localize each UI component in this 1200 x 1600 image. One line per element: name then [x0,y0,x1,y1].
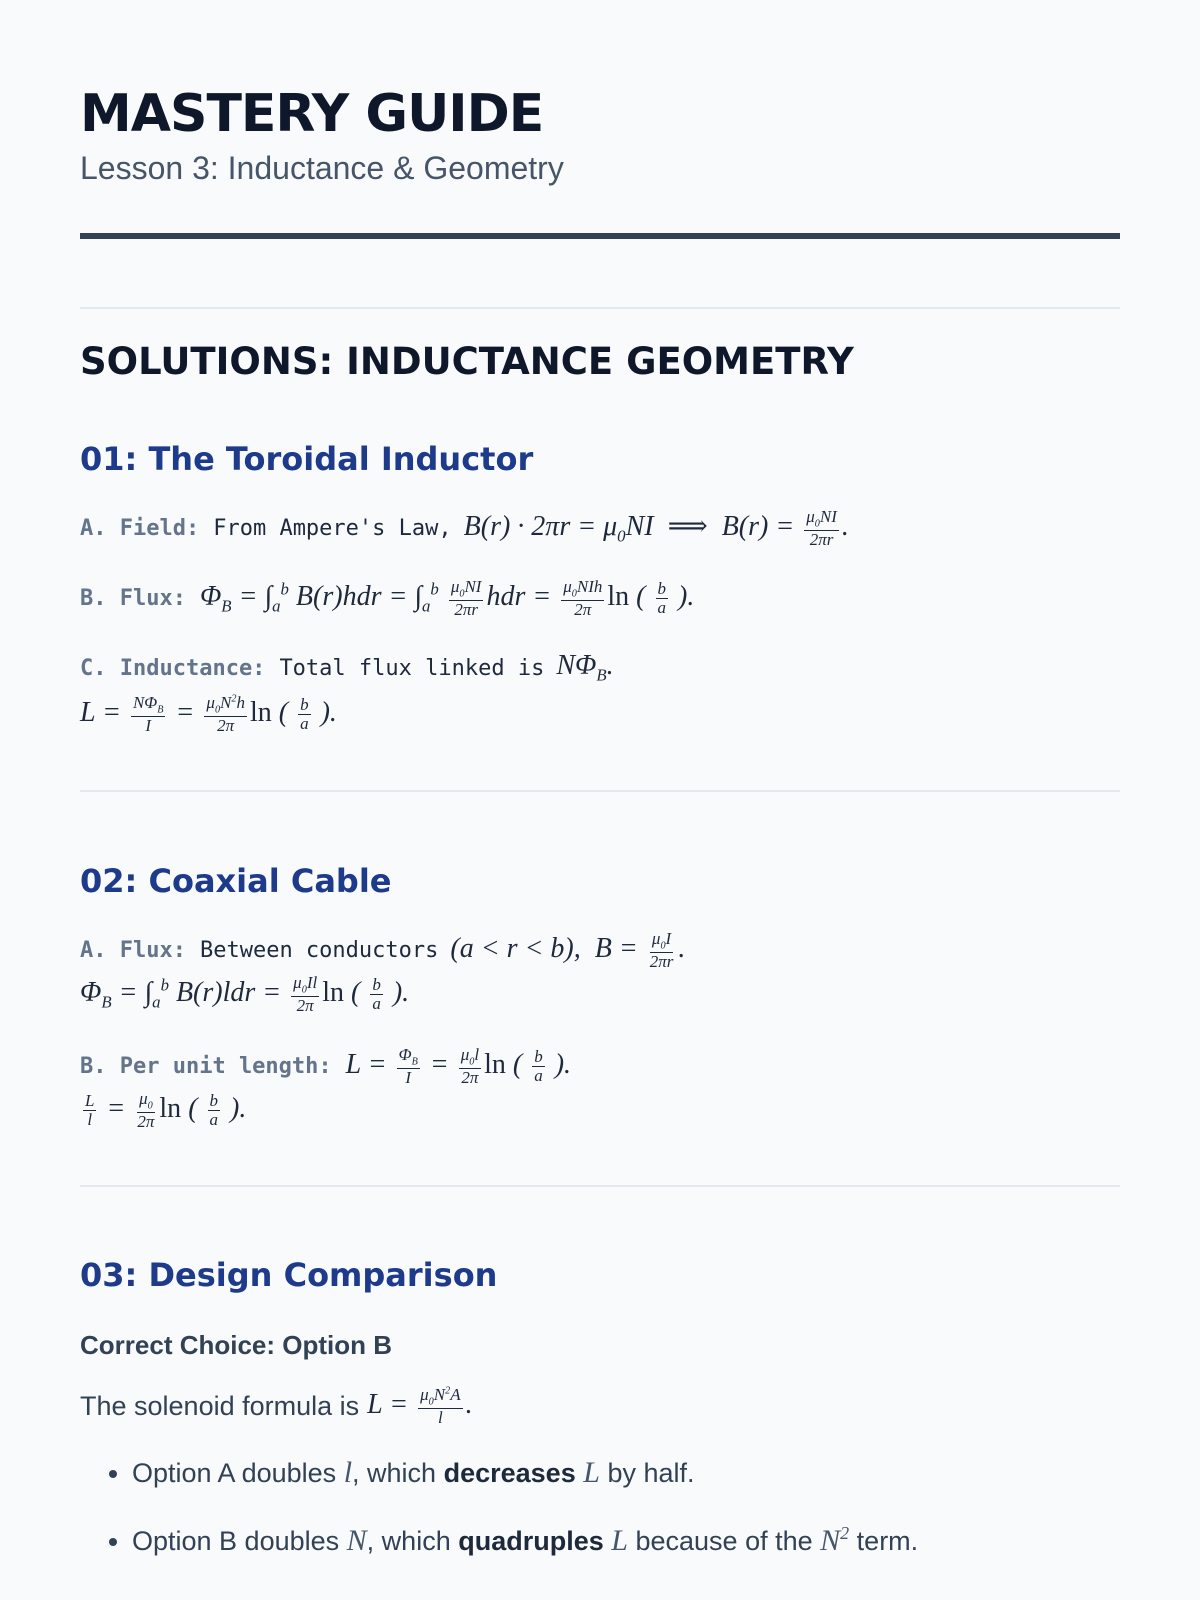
formula-text: The solenoid formula is [80,1390,360,1421]
step-text: Between conductors [199,937,439,963]
toroid-field-equation: $B(r) \cdot 2\pi r = \mu_0NI$ ⟹ B(r) = $\frac{\mu_0NI}{2\pi r}$ . [463,506,849,549]
toroid-flux-equation: $\Phi_B = \int_a^b$ $B(r)hdr = \int_a^b$ $\frac{\mu_0NI}{2\pi r}$ hdr = $\frac{\mu_0NIh}{2\pi}$ ln ( $\frac{b}{a}$ ). [199,576,695,619]
solutions-heading: SOLUTIONS: INDUCTANCE GEOMETRY [80,340,854,383]
coax-field-equation: (a < r < b), B = $\frac{\mu_0I}{2\pi r}$ . [450,928,686,971]
coax-inductance-equation: L = $\frac{\Phi_B}{I}$ = $\frac{\mu_0l}{2\pi}$ ln ( $\frac{b}{a}$ ). [345,1044,572,1087]
coax-flux-equation: $\Phi_B = \int_a^b$ B(r)ldr = $\frac{\mu_0Il}{2\pi}$ ln ( $\frac{b}{a}$ ). [80,972,410,1015]
step-text: From Ampere's Law, [213,515,452,541]
step-label: C. Inductance: [80,655,266,681]
page-title: MASTERY GUIDE [80,84,544,144]
section-heading-toroidal: 01: The Toroidal Inductor [80,440,534,478]
section-heading-coaxial: 02: Coaxial Cable [80,862,392,900]
option-analysis-list [80,1448,1132,1568]
list-item: • Option B doubles N, which quadruples L because of the $N^2$ term. [132,1508,1132,1568]
section-heading-design: 03: Design Comparison [80,1256,498,1294]
solenoid-formula-paragraph [80,1386,473,1427]
toroid-field-line [80,506,849,550]
flux-linkage-expression: $N\Phi_B$. [556,650,614,685]
page-subtitle: Lesson 3: Inductance & Geometry [80,150,564,186]
toroid-flux-line [80,576,694,620]
correct-choice: Correct Choice: Option B [80,1330,393,1360]
solenoid-formula: L = $\frac{\mu_0N^2A}{l}$ . [367,1385,473,1428]
header-rule [80,233,1120,239]
coax-per-length-equation: $\frac{L}{l}$ = $\frac{\mu_0}{2\pi}$ ln ( $\frac{b}{a}$ ). [85,1088,247,1131]
toroid-inductance-line [80,648,614,688]
section-divider [80,790,1120,792]
top-divider [80,307,1120,309]
step-label: A. Field: [80,515,200,541]
step-label: A. Flux: [80,937,186,963]
step-label: B. Flux: [80,585,186,611]
coax-flux-line [80,928,685,972]
step-label: B. Per unit length: [80,1053,332,1079]
toroid-inductance-equation: L = $\frac{N\Phi_B}{I}$ = $\frac{\mu_0N^2h}{2\pi}$ ln ( $\frac{b}{a}$ ). [80,692,337,735]
coax-per-length-line [80,1044,571,1088]
list-item: • Option A doubles l, which decreases L by half. [132,1448,1132,1508]
section-divider [80,1185,1120,1187]
step-text: Total flux linked is [279,655,545,681]
